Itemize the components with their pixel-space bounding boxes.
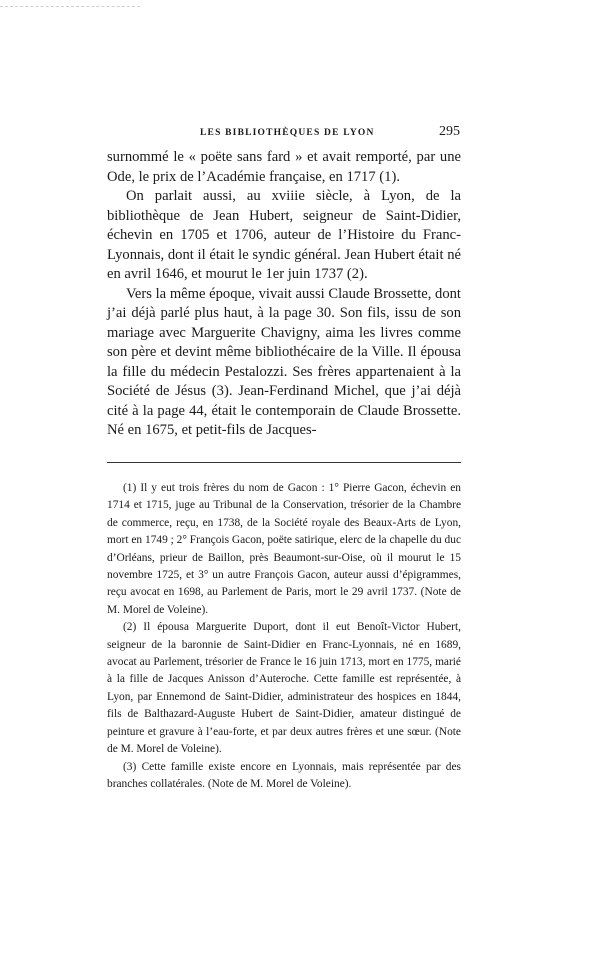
paragraph-brossette: Vers la même époque, vivait aussi Claude Brossette, dont j’ai déjà parlé plus haut, à la page 30. Son fils, issu de son mariage avec Marguerite Chavigny, aima les livres comme son père et devint même bibliothécaire de la Ville. Il épousa la fille du médecin Pestalozzi. Ses frères appartenaient à la Société de Jésus (3). Jean-Ferdinand Michel, que j’ai déjà cité à la page 44, était le contemporain de Claude Brossette. Né en 1675, et petit-fils de Jacques- <box>107 285 461 438</box>
paragraph-continuation: surnommé le « poëte sans fard » et avait remporté, par une Ode, le prix de l’Académie française, en 1717 (1). <box>107 149 461 185</box>
footnote-3: (3) Cette famille existe encore en Lyonnais, mais représentée par des branches collatérales. (Note de M. Morel de Voleine). <box>107 760 461 790</box>
footnote-2: (2) Il épousa Marguerite Duport, dont il eut Benoît-Victor Hubert, seigneur de la baronnie de Saint-Didier en Franc-Lyonnais, né en 1689, avocat au Parlement, trésorier de France le 16 juin 1713, mort en 1775, marié à la fille de Jacques Anisson d’Auteroche. Cette famille est représentée, à Lyon, par Ennemond de Saint-Didier, administrateur des hospices en 1844, fils de Balthazard-Auguste Hubert de Saint-Didier, amateur distingué de peinture et gravure à l’eau-forte, et par deux autres frères et une sœur. (Note de M. Morel de Voleine). <box>107 621 461 756</box>
page-number: 295 <box>439 124 460 139</box>
page-header <box>108 124 460 146</box>
footnote-1: (1) Il y eut trois frères du nom de Gacon : 1° Pierre Gacon, échevin en 1714 et 1715, juge au Tribunal de la Conservation, trésorier de la Chambre de commerce, reçu, en 1738, de la Société royale des Beaux-Arts de Lyon, mort en 1749 ; 2° François Gacon, poëte satirique, elerc de la chapelle du duc d’Orléans, prieur de Baillon, près Beaumont-sur-Oise, où il mourut le 15 novembre 1725, et 3° un autre François Gacon, auteur aussi d’épigrammes, reçu avocat en 1698, au Parlement de Paris, mort le 29 avril 1737. (Note de M. Morel de Voleine). <box>107 482 461 616</box>
footnotes <box>107 480 461 793</box>
footnote-separator <box>107 462 461 463</box>
scan-artifact-line <box>0 6 140 7</box>
paragraph-hubert: On parlait aussi, au xviiie siècle, à Lyon, de la bibliothèque de Jean Hubert, seigneur de Saint-Didier, échevin en 1705 et 1706, auteur de l’Histoire du Franc-Lyonnais, dont il était le syndic général. Jean Hubert était né en avril 1646, et mourut le 1er juin 1737 (2). <box>107 188 461 282</box>
main-text <box>107 148 461 441</box>
running-title: LES BIBLIOTHÈQUES DE LYON <box>200 128 375 138</box>
